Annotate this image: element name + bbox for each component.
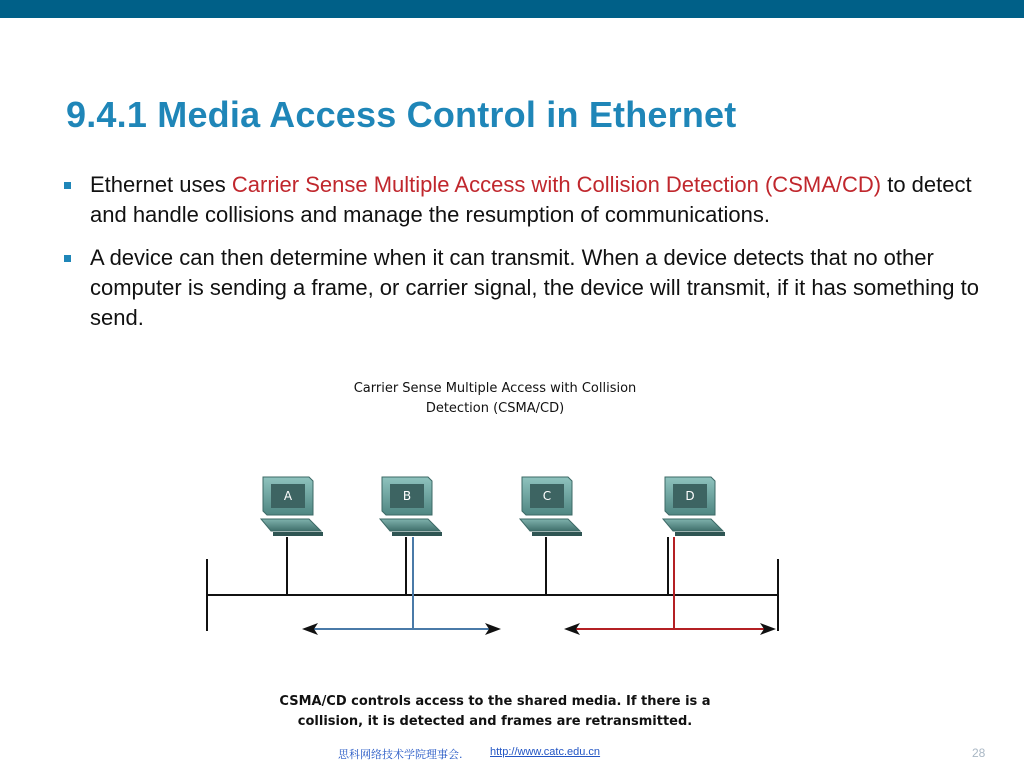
diagram-caption bbox=[190, 692, 800, 732]
computer-d-icon bbox=[663, 477, 725, 536]
page-number: 28 bbox=[972, 746, 986, 760]
computer-label-d: D bbox=[685, 489, 695, 503]
computer-c-icon bbox=[520, 477, 582, 536]
diagram-caption-line1: CSMA/CD controls access to the shared media. If there is a bbox=[279, 694, 711, 709]
bullet-text-post: to detect and handle collisions and manage the resumption of communications. bbox=[90, 172, 972, 227]
top-banner bbox=[0, 0, 1024, 18]
bullet-square-icon bbox=[64, 182, 71, 189]
diagram-caption-line2: collision, it is detected and frames are retransmitted. bbox=[297, 714, 693, 729]
bullet-text-pre: Ethernet uses bbox=[90, 172, 232, 197]
slide-title: 9.4.1 Media Access Control in Ethernet bbox=[66, 94, 737, 135]
bullet-item bbox=[62, 243, 992, 333]
computer-a-icon bbox=[261, 477, 323, 536]
bullet-list bbox=[62, 170, 992, 346]
computer-label-c: C bbox=[542, 489, 552, 503]
diagram-title bbox=[190, 379, 800, 419]
diagram-title-line2: Detection (CSMA/CD) bbox=[425, 401, 565, 416]
bullet-highlight: Carrier Sense Multiple Access with Collision Detection (CSMA/CD) bbox=[231, 172, 882, 197]
network-diagram bbox=[190, 375, 800, 685]
footer-organization: 思科网络技术学院理事会. bbox=[338, 748, 463, 761]
computer-label-a: A bbox=[283, 489, 293, 503]
footer bbox=[0, 744, 1024, 764]
computer-b-icon bbox=[380, 477, 442, 536]
bullet-text: A device can then determine when it can transmit. When a device detects that no other computer is sending a frame, or carrier signal, the device will transmit, if it has something to send. bbox=[90, 245, 979, 330]
bullet-square-icon bbox=[64, 255, 71, 262]
csma-cd-diagram bbox=[190, 375, 800, 735]
diagram-title-line1: Carrier Sense Multiple Access with Collision bbox=[353, 381, 637, 396]
computer-label-b: B bbox=[402, 489, 412, 503]
bullet-item bbox=[62, 170, 992, 230]
footer-link[interactable]: http://www.catc.edu.cn bbox=[490, 746, 601, 758]
